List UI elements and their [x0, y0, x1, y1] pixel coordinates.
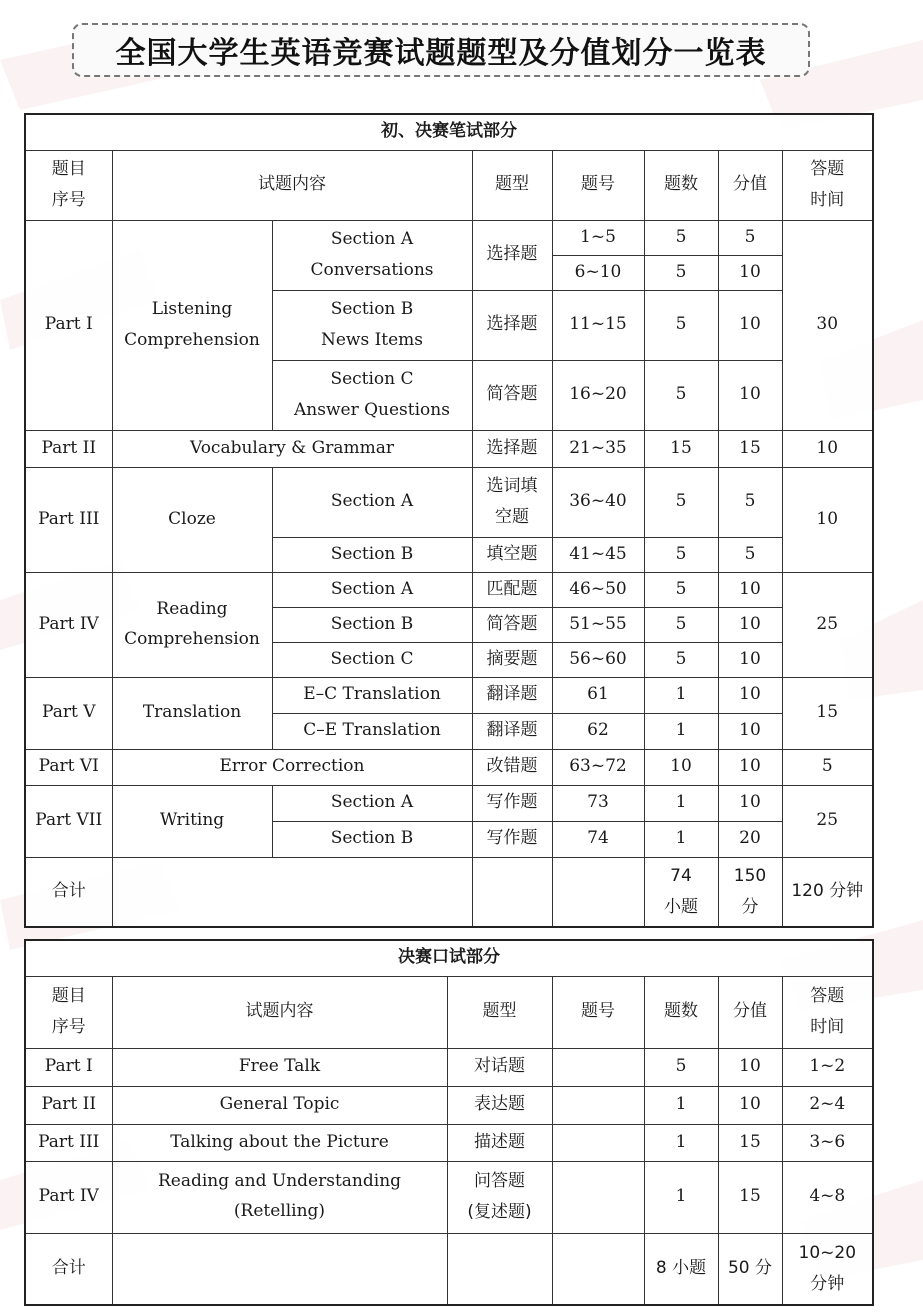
question-count: 5 [644, 537, 718, 572]
answer-time: 10 [782, 467, 873, 572]
question-count: 1 [644, 785, 718, 821]
question-count: 10 [644, 749, 718, 785]
question-count: 1 [644, 821, 718, 857]
total-label: 合计 [25, 1233, 112, 1305]
part-content: Talking about the Picture [112, 1124, 447, 1161]
section-label: C–E Translation [272, 713, 472, 749]
table-total-row [25, 857, 873, 927]
question-type: 翻译题 [472, 713, 552, 749]
table-row [25, 749, 873, 785]
table-row [25, 467, 873, 537]
title-banner [72, 23, 810, 77]
question-count: 5 [644, 290, 718, 360]
section-label: E–C Translation [272, 677, 472, 713]
question-type: 选择题 [472, 220, 552, 290]
total-count: 8 小题 [644, 1233, 718, 1305]
question-type: 对话题 [447, 1048, 552, 1086]
table-row [25, 220, 873, 255]
empty-cell [447, 1233, 552, 1305]
total-score: 150 分 [718, 857, 782, 927]
table-row [25, 572, 873, 607]
question-score: 5 [718, 537, 782, 572]
section-label: Section A Conversations [272, 220, 472, 290]
part-label: Part VI [25, 749, 112, 785]
part-content: Reading and Understanding (Retelling) [112, 1161, 447, 1233]
written-section-title: 初、决赛笔试部分 [25, 114, 873, 150]
section-label: Section B News Items [272, 290, 472, 360]
total-label: 合计 [25, 857, 112, 927]
part-label: Part III [25, 467, 112, 572]
total-time: 120 分钟 [782, 857, 873, 927]
question-numbers: 36~40 [552, 467, 644, 537]
table-section-title-row [25, 940, 873, 976]
section-label: Section C Answer Questions [272, 360, 472, 430]
empty-cell [472, 857, 552, 927]
question-score: 15 [718, 1124, 782, 1161]
section-label: Section A [272, 572, 472, 607]
header-numbers: 题号 [552, 976, 644, 1048]
section-label: Section A [272, 785, 472, 821]
header-type: 题型 [447, 976, 552, 1048]
question-type: 写作题 [472, 821, 552, 857]
empty-cell [112, 1233, 447, 1305]
section-label: Section B [272, 821, 472, 857]
table-section-title-row [25, 114, 873, 150]
question-count: 1 [644, 1124, 718, 1161]
part-label: Part VII [25, 785, 112, 857]
header-time: 答题 时间 [782, 976, 873, 1048]
question-count: 5 [644, 220, 718, 255]
part-label: Part IV [25, 572, 112, 677]
table-row [25, 1086, 873, 1124]
table-row [25, 677, 873, 713]
header-content: 试题内容 [112, 976, 447, 1048]
question-numbers: 74 [552, 821, 644, 857]
question-numbers: 21~35 [552, 430, 644, 467]
question-score: 15 [718, 430, 782, 467]
total-time: 10~20 分钟 [782, 1233, 873, 1305]
total-score: 50 分 [718, 1233, 782, 1305]
answer-time: 10 [782, 430, 873, 467]
table-row [25, 1124, 873, 1161]
question-score: 15 [718, 1161, 782, 1233]
question-score: 10 [718, 1048, 782, 1086]
oral-exam-table [24, 939, 874, 1306]
part-content: Error Correction [112, 749, 472, 785]
question-numbers: 6~10 [552, 255, 644, 290]
question-score: 20 [718, 821, 782, 857]
part-label: Part II [25, 430, 112, 467]
question-score: 10 [718, 677, 782, 713]
question-type: 翻译题 [472, 677, 552, 713]
table-row [25, 430, 873, 467]
question-score: 10 [718, 290, 782, 360]
answer-time: 15 [782, 677, 873, 749]
question-numbers: 41~45 [552, 537, 644, 572]
question-type: 选词填 空题 [472, 467, 552, 537]
question-count: 5 [644, 255, 718, 290]
part-label: Part IV [25, 1161, 112, 1233]
header-numbers: 题号 [552, 150, 644, 220]
question-count: 5 [644, 607, 718, 642]
question-numbers [552, 1124, 644, 1161]
question-type: 表达题 [447, 1086, 552, 1124]
written-exam-table [24, 113, 874, 928]
part-content: Vocabulary & Grammar [112, 430, 472, 467]
question-numbers [552, 1048, 644, 1086]
part-content: General Topic [112, 1086, 447, 1124]
question-score: 10 [718, 607, 782, 642]
question-type: 摘要题 [472, 642, 552, 677]
section-label: Section B [272, 607, 472, 642]
question-type: 填空题 [472, 537, 552, 572]
table-header-row [25, 150, 873, 220]
question-numbers [552, 1161, 644, 1233]
section-label: Section C [272, 642, 472, 677]
question-type: 简答题 [472, 360, 552, 430]
question-score: 10 [718, 255, 782, 290]
question-numbers: 46~50 [552, 572, 644, 607]
question-count: 1 [644, 1161, 718, 1233]
question-numbers: 16~20 [552, 360, 644, 430]
question-count: 1 [644, 713, 718, 749]
question-score: 10 [718, 1086, 782, 1124]
part-name: Reading Comprehension [112, 572, 272, 677]
question-numbers [552, 1086, 644, 1124]
part-label: Part I [25, 220, 112, 430]
question-numbers: 56~60 [552, 642, 644, 677]
question-count: 5 [644, 467, 718, 537]
question-type: 匹配题 [472, 572, 552, 607]
question-count: 5 [644, 642, 718, 677]
header-count: 题数 [644, 976, 718, 1048]
question-numbers: 61 [552, 677, 644, 713]
question-type: 选择题 [472, 290, 552, 360]
question-numbers: 73 [552, 785, 644, 821]
question-score: 10 [718, 572, 782, 607]
question-count: 5 [644, 1048, 718, 1086]
question-numbers: 62 [552, 713, 644, 749]
header-score: 分值 [718, 150, 782, 220]
answer-time: 1~2 [782, 1048, 873, 1086]
total-count: 74 小题 [644, 857, 718, 927]
question-type: 描述题 [447, 1124, 552, 1161]
table-row [25, 1048, 873, 1086]
part-name: Listening Comprehension [112, 220, 272, 430]
answer-time: 2~4 [782, 1086, 873, 1124]
table-total-row [25, 1233, 873, 1305]
question-count: 1 [644, 1086, 718, 1124]
question-type: 选择题 [472, 430, 552, 467]
question-score: 5 [718, 220, 782, 255]
question-numbers: 63~72 [552, 749, 644, 785]
question-type: 简答题 [472, 607, 552, 642]
question-count: 15 [644, 430, 718, 467]
section-label: Section A [272, 467, 472, 537]
part-name: Cloze [112, 467, 272, 572]
question-score: 10 [718, 785, 782, 821]
answer-time: 5 [782, 749, 873, 785]
empty-cell [552, 857, 644, 927]
question-score: 10 [718, 642, 782, 677]
question-type: 问答题 (复述题) [447, 1161, 552, 1233]
header-seq: 题目 序号 [25, 150, 112, 220]
header-score: 分值 [718, 976, 782, 1048]
question-numbers: 51~55 [552, 607, 644, 642]
question-numbers: 11~15 [552, 290, 644, 360]
part-name: Writing [112, 785, 272, 857]
part-label: Part V [25, 677, 112, 749]
empty-cell [552, 1233, 644, 1305]
question-score: 10 [718, 360, 782, 430]
question-count: 5 [644, 360, 718, 430]
oral-section-title: 决赛口试部分 [25, 940, 873, 976]
answer-time: 25 [782, 785, 873, 857]
answer-time: 30 [782, 220, 873, 430]
header-count: 题数 [644, 150, 718, 220]
answer-time: 25 [782, 572, 873, 677]
question-type: 改错题 [472, 749, 552, 785]
part-label: Part III [25, 1124, 112, 1161]
header-content: 试题内容 [112, 150, 472, 220]
table-row [25, 1161, 873, 1233]
section-label: Section B [272, 537, 472, 572]
part-label: Part I [25, 1048, 112, 1086]
question-count: 1 [644, 677, 718, 713]
table-row [25, 785, 873, 821]
empty-cell [112, 857, 472, 927]
header-seq: 题目 序号 [25, 976, 112, 1048]
part-name: Translation [112, 677, 272, 749]
part-label: Part II [25, 1086, 112, 1124]
page-title: 全国大学生英语竞赛试题题型及分值划分一览表 [115, 36, 767, 71]
table-header-row [25, 976, 873, 1048]
question-score: 10 [718, 749, 782, 785]
answer-time: 3~6 [782, 1124, 873, 1161]
answer-time: 4~8 [782, 1161, 873, 1233]
question-numbers: 1~5 [552, 220, 644, 255]
question-score: 10 [718, 713, 782, 749]
header-time: 答题 时间 [782, 150, 873, 220]
part-content: Free Talk [112, 1048, 447, 1086]
question-count: 5 [644, 572, 718, 607]
question-type: 写作题 [472, 785, 552, 821]
question-score: 5 [718, 467, 782, 537]
header-type: 题型 [472, 150, 552, 220]
